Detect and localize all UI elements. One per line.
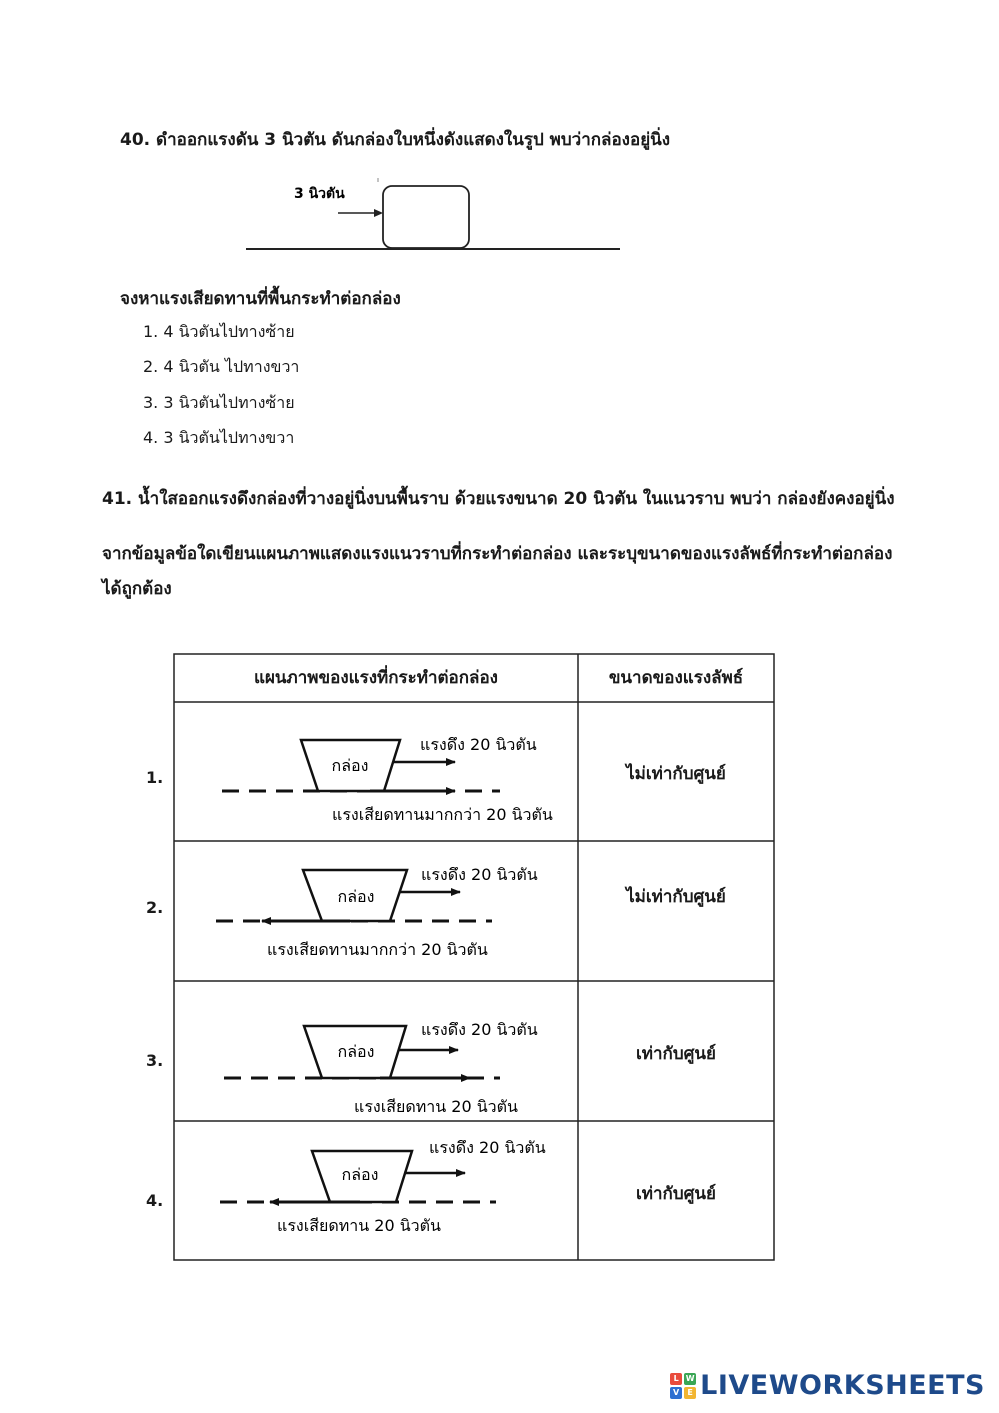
friction-force-label: แรงเสียดทานมากกว่า 20 นิวตัน: [332, 805, 553, 824]
table-header-magnitude: ขนาดของแรงลัพธ์: [608, 668, 744, 688]
box-label: กล่อง: [337, 887, 375, 906]
friction-force-label: แรงเสียดทาน 20 นิวตัน: [277, 1216, 441, 1235]
table-header-diagram: แผนภาพของแรงที่กระทำต่อกล่อง: [253, 668, 498, 688]
choice-number-4[interactable]: 4.: [146, 1191, 164, 1210]
choice-number-3[interactable]: 3.: [146, 1051, 164, 1070]
question-40-text: 40. ดำออกแรงดัน 3 นิวตัน ดันกล่องใบหนึ่งดังแสดงในรูป พบว่ากล่องอยู่นิ่ง: [120, 130, 671, 150]
friction-force-label: แรงเสียดทาน 20 นิวตัน: [354, 1097, 518, 1116]
choice-number-2[interactable]: 2.: [146, 898, 164, 917]
box-label: กล่อง: [331, 756, 369, 775]
magnitude-choice-3: เท่ากับศูนย์: [635, 1044, 717, 1064]
push-force-label: 3 นิวตัน: [294, 186, 345, 202]
q40-option-3[interactable]: 3. 3 นิวตันไปทางซ้าย: [143, 393, 295, 412]
q40-option-1[interactable]: 1. 4 นิวตันไปทางซ้าย: [143, 322, 295, 341]
q40-option-2[interactable]: 2. 4 นิวตัน ไปทางขวา: [143, 357, 300, 376]
diagram-choice-4: [220, 1138, 546, 1235]
question-41-line-1: 41. น้ำใสออกแรงดึงกล่องที่วางอยู่นิ่งบนพื้นราบ ด้วยแรงขนาด 20 นิวตัน ในแนวราบ พบว่า กล่องยังคงอยู่นิ่ง: [102, 489, 895, 509]
question-41-line-2: จากข้อมูลข้อใดเขียนแผนภาพแสดงแรงแนวราบที่กระทำต่อกล่อง และระบุขนาดของแรงลัพธ์ที่กระทำต่อกล่อง: [102, 544, 893, 564]
magnitude-choice-1: ไม่เท่ากับศูนย์: [626, 764, 726, 784]
logo-text: LIVEWORKSHEETS: [700, 1370, 985, 1401]
diagram-choice-2: [216, 865, 538, 959]
friction-force-label: แรงเสียดทานมากกว่า 20 นิวตัน: [267, 940, 488, 959]
magnitude-choice-2: ไม่เท่ากับศูนย์: [626, 887, 726, 907]
diagram-choice-1: [222, 735, 553, 824]
diagram-choice-3: [224, 1020, 538, 1116]
pull-force-label: แรงดึง 20 นิวตัน: [421, 865, 538, 884]
pull-force-label: แรงดึง 20 นิวตัน: [420, 735, 537, 754]
pull-force-label: แรงดึง 20 นิวตัน: [421, 1020, 538, 1039]
logo-cube-icon: L W V E: [670, 1373, 696, 1399]
choice-number-1[interactable]: 1.: [146, 768, 164, 787]
pull-force-label: แรงดึง 20 นิวตัน: [429, 1138, 546, 1157]
q40-option-4[interactable]: 4. 3 นิวตันไปทางขวา: [143, 428, 295, 447]
magnitude-choice-4: เท่ากับศูนย์: [635, 1184, 717, 1204]
question-40-ask: จงหาแรงเสียดทานที่พื้นกระทำต่อกล่อง: [120, 289, 401, 309]
question-41-line-3: ได้ถูกต้อง: [102, 579, 172, 599]
liveworksheets-logo[interactable]: [670, 1370, 985, 1401]
box-label: กล่อง: [337, 1042, 375, 1061]
box-label: กล่อง: [341, 1165, 379, 1184]
